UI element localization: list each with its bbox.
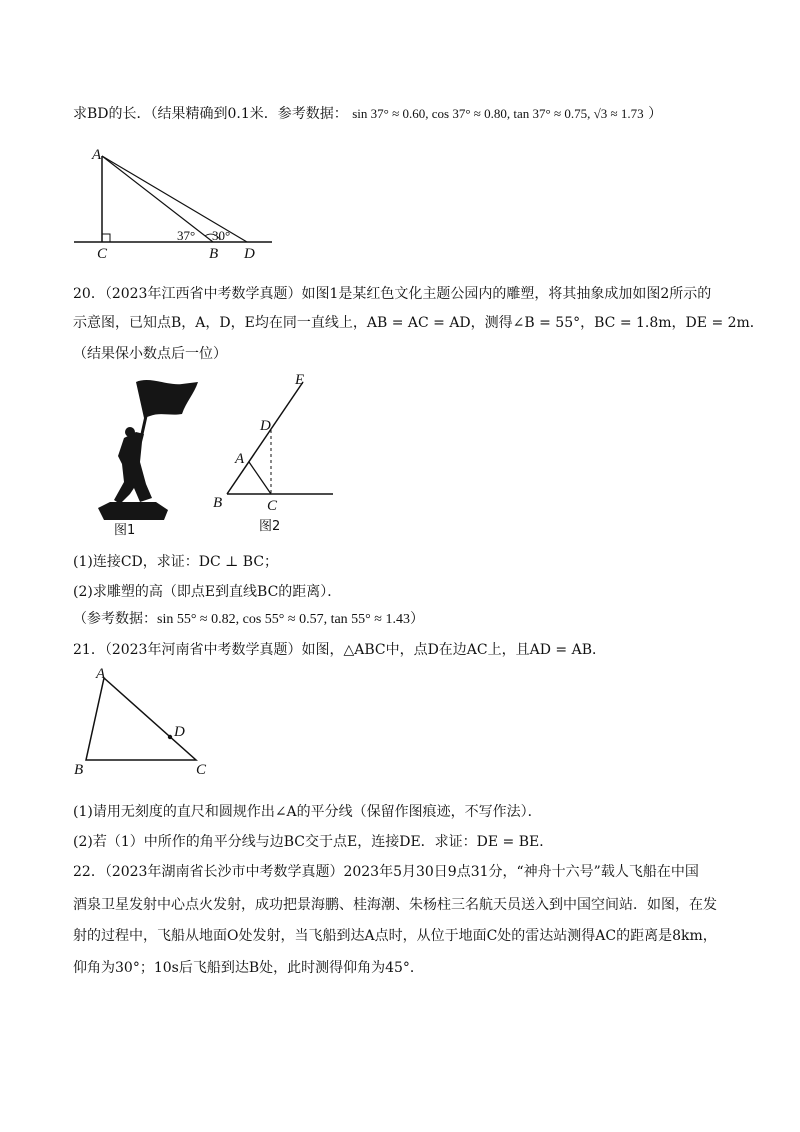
- fig2-caption: 图2: [259, 519, 281, 534]
- q21-figure: [70, 664, 220, 779]
- q21-label-b: B: [74, 762, 84, 778]
- flag-silhouette: [136, 380, 198, 418]
- q20-label-a: A: [235, 451, 245, 467]
- soldier-silhouette: [114, 432, 152, 504]
- q20-label-b: B: [213, 495, 223, 511]
- q20-text-line-2: 示意图，已知点B，A，D，E均在同一直线上，AB = AC = AD，测得∠B = 55°，BC = 1.8m，DE = 2m．: [73, 315, 764, 331]
- q20-label-d: D: [260, 418, 271, 434]
- q20-reference-data: （参考数据：sin 55° ≈ 0.82, cos 55° ≈ 0.57, tan 55° ≈ 1.43）: [73, 612, 424, 627]
- q20-figure-2: [205, 370, 345, 540]
- q21-label-d: D: [174, 724, 185, 740]
- q21-part-1: (1)请用无刻度的直尺和圆规作出∠A的平分线（保留作图痕迹，不写作法）．: [73, 804, 542, 820]
- q21-point-d: [168, 735, 172, 739]
- q20-part-1: (1)连接CD，求证：DC ⊥ BC；: [73, 554, 279, 570]
- q19-close-paren: ）: [648, 106, 663, 122]
- q19-segment-ab: [102, 156, 213, 242]
- q21-label-a: A: [96, 666, 106, 682]
- q22-text-line-3: 射的过程中，飞船从地面O处发射，当飞船到达A点时，从位于地面C处的雷达站测得AC的距离是8km，: [73, 928, 717, 944]
- q21-text-line-1: 21．（2023年河南省中考数学真题）如图，△ABC中，点D在边AC上，且AD = AB．: [73, 642, 606, 658]
- q20-segment-ac: [249, 462, 271, 494]
- q20-figure-1-statue: [90, 372, 200, 542]
- statue-base: [98, 502, 168, 520]
- q20-label-e: E: [295, 372, 305, 388]
- q19-label-a: A: [92, 147, 102, 163]
- q22-text-line-2: 酒泉卫星发射中心点火发射，成功把景海鹏、桂海潮、朱杨柱三名航天员送入到中国空间站．如图，在发: [73, 897, 717, 913]
- flagpole: [142, 416, 146, 434]
- q19-angle-30: 30°: [212, 228, 231, 243]
- q19-text-line: [73, 104, 662, 124]
- q21-label-c: C: [196, 762, 207, 778]
- q20-line-be: [227, 382, 303, 494]
- q19-reference-data: sin 37° ≈ 0.60, cos 37° ≈ 0.80, tan 37° ≈ 0.75, √3 ≈ 1.73: [352, 106, 644, 121]
- q20-text-line-1: 20．（2023年江西省中考数学真题）如图1是某红色文化主题公园内的雕塑，将其抽象成加如图2所示的: [73, 286, 712, 302]
- q19-figure: [70, 140, 280, 265]
- soldier-head: [125, 427, 135, 437]
- q19-label-d: D: [244, 246, 255, 262]
- q20-part-2: (2)求雕塑的高（即点E到直线BC的距离）．: [73, 584, 342, 600]
- q19-label-b: B: [209, 246, 219, 262]
- fig1-caption: 图1: [114, 523, 136, 538]
- q19-angle-37: 37°: [177, 228, 196, 243]
- q21-part-2: (2)若（1）中所作的角平分线与边BC交于点E，连接DE．求证：DE = BE．: [73, 834, 554, 850]
- q20-label-c: C: [267, 498, 278, 514]
- q20-text-line-3: （结果保小数点后一位）: [73, 346, 227, 362]
- q21-triangle-abc: [86, 678, 196, 760]
- q19-label-c: C: [97, 246, 108, 262]
- q19-instruction: 求BD的长．（结果精确到0.1米．参考数据：: [73, 106, 348, 122]
- q22-text-line-1: 22．（2023年湖南省长沙市中考数学真题）2023年5月30日9点31分，“神舟十六号”载人飞船在中国: [73, 864, 699, 880]
- q22-text-line-4: 仰角为30°；10s后飞船到达B处，此时测得仰角为45°．: [73, 960, 424, 976]
- q19-right-angle-mark: [102, 234, 110, 242]
